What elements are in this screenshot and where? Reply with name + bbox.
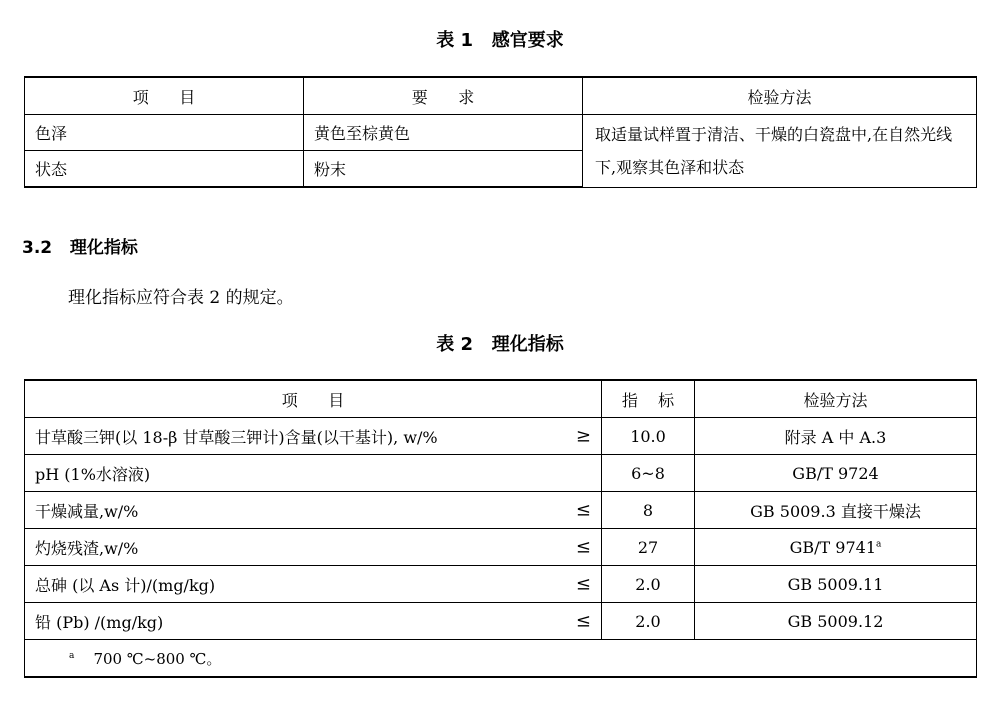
header-method: 检验方法	[583, 77, 977, 115]
section-paragraph: 理化指标应符合表 2 的规定。	[68, 288, 294, 308]
row-requirement: 黄色至棕黄色	[304, 115, 583, 151]
row-item	[25, 603, 602, 640]
sensory-requirements-table	[24, 76, 977, 188]
row-item	[25, 492, 602, 529]
row-value: 2.0	[602, 603, 695, 640]
row-method: 取适量试样置于清洁、干燥的白瓷盘中,在自然光线下,观察其色泽和状态	[583, 115, 977, 188]
comparison-operator: ≤	[575, 499, 591, 521]
header-item: 项 目	[25, 380, 602, 418]
row-method: GB 5009.11	[695, 566, 977, 603]
table-row	[25, 418, 977, 455]
row-item: 色泽	[25, 115, 304, 151]
comparison-operator: ≥	[575, 425, 591, 447]
row-value: 27	[602, 529, 695, 566]
table-row	[25, 603, 977, 640]
header-item: 项 目	[25, 77, 304, 115]
item-label: 铅 (Pb) /(mg/kg)	[35, 612, 164, 632]
header-indicator: 指 标	[602, 380, 695, 418]
table-row	[25, 492, 977, 529]
row-value: 6~8	[602, 455, 695, 492]
footnote-text: 700 ℃~800 ℃。	[93, 649, 222, 668]
comparison-operator: ≤	[575, 573, 591, 595]
row-item	[25, 529, 602, 566]
physicochemical-table	[24, 379, 977, 678]
table-row	[25, 529, 977, 566]
table-row	[25, 115, 977, 151]
table-header-row	[25, 77, 977, 115]
header-method: 检验方法	[695, 380, 977, 418]
table1-caption: 表 1 感官要求	[436, 30, 564, 51]
row-item	[25, 418, 602, 455]
row-value: 2.0	[602, 566, 695, 603]
row-method	[695, 529, 977, 566]
footnote-row	[25, 640, 977, 678]
row-value: 10.0	[602, 418, 695, 455]
row-method: GB/T 9724	[695, 455, 977, 492]
header-requirement: 要 求	[304, 77, 583, 115]
table-footnote	[25, 640, 977, 678]
comparison-operator: ≤	[575, 536, 591, 558]
item-label: 干燥减量,w/%	[35, 501, 139, 521]
item-label: 总砷 (以 As 计)/(mg/kg)	[35, 575, 216, 595]
table-row	[25, 566, 977, 603]
section-heading: 3.2 理化指标	[22, 238, 138, 258]
row-requirement: 粉末	[304, 151, 583, 188]
table2-caption: 表 2 理化指标	[436, 334, 564, 355]
row-item	[25, 455, 602, 492]
row-item	[25, 566, 602, 603]
item-label: pH (1%水溶液)	[35, 464, 151, 484]
item-label: 灼烧残渣,w/%	[35, 538, 139, 558]
row-method: GB 5009.12	[695, 603, 977, 640]
footnote-mark: a	[69, 650, 75, 661]
row-item: 状态	[25, 151, 304, 188]
table-header-row	[25, 380, 977, 418]
table-row	[25, 455, 977, 492]
method-text: GB/T 9741	[789, 537, 877, 557]
row-value: 8	[602, 492, 695, 529]
item-label: 甘草酸三钾(以 18-β 甘草酸三钾计)含量(以干基计), w/%	[35, 427, 438, 447]
row-method: 附录 A 中 A.3	[695, 418, 977, 455]
comparison-operator: ≤	[575, 610, 591, 632]
footnote-marker: a	[876, 539, 882, 550]
row-method: GB 5009.3 直接干燥法	[695, 492, 977, 529]
